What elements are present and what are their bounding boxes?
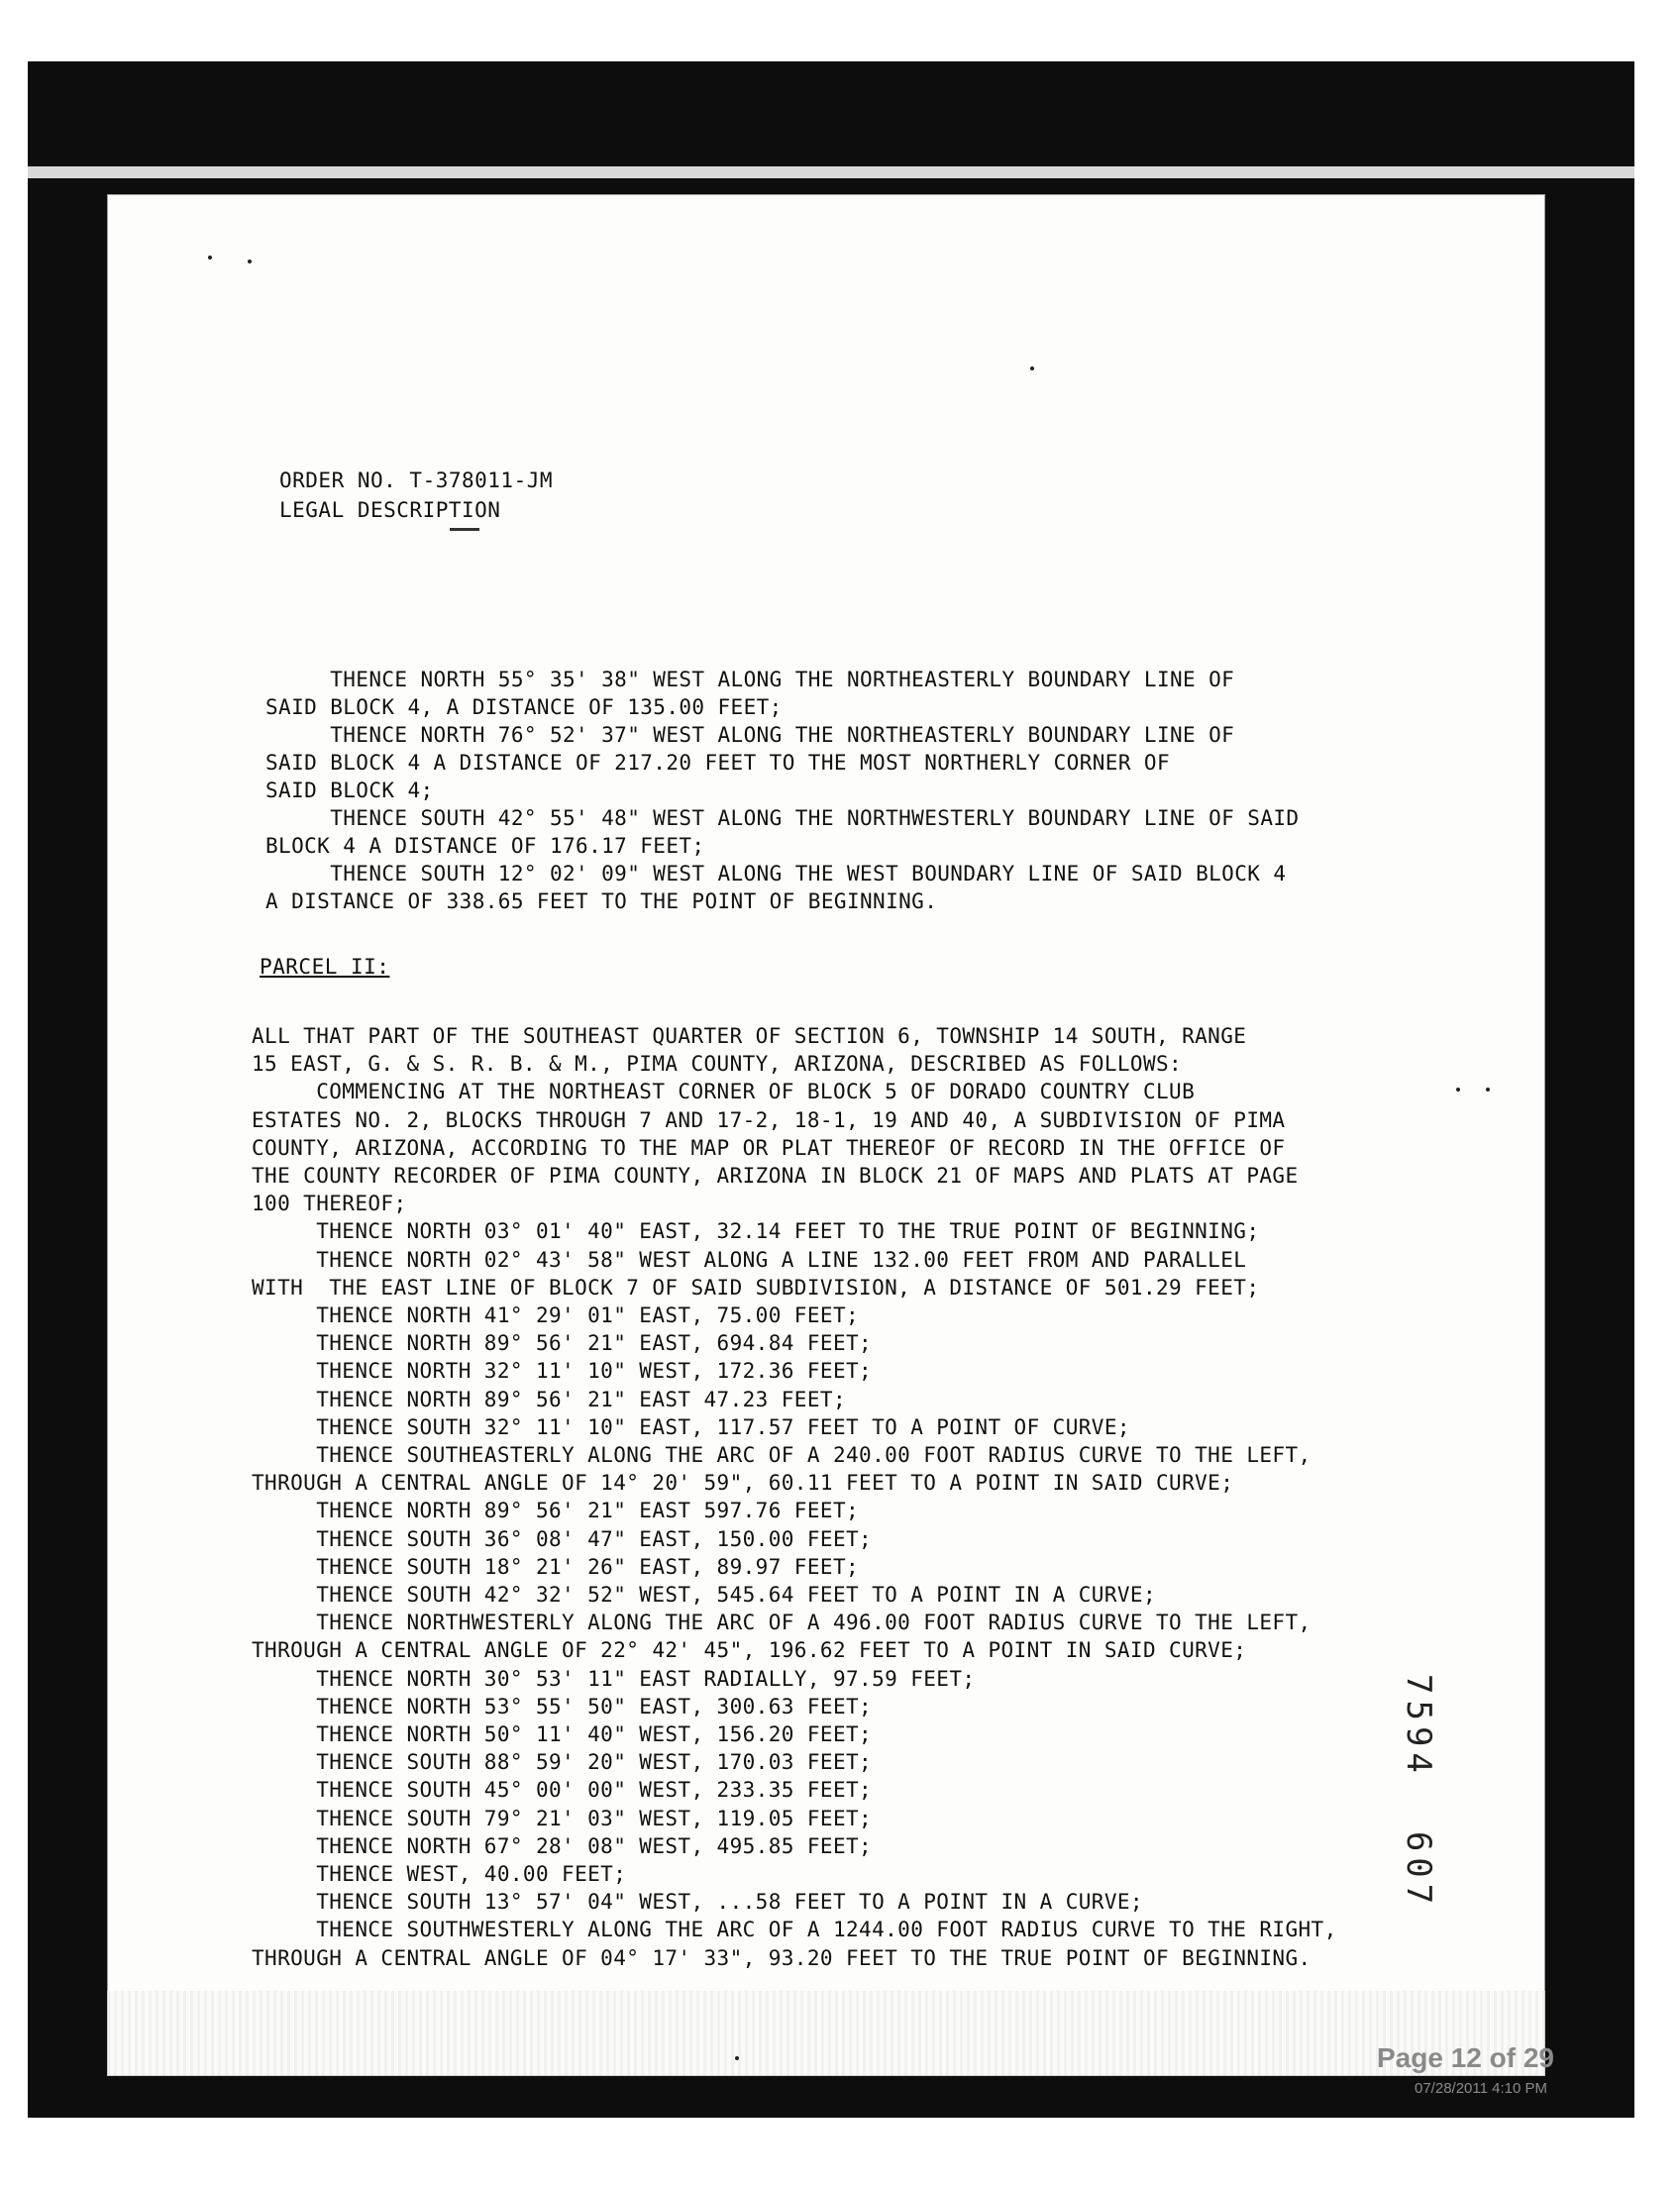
description-line: THENCE SOUTH 42° 55' 48" WEST ALONG THE NORTHWESTERLY BOUNDARY LINE OF SAID (265, 806, 1300, 830)
description-line: THENCE SOUTH 79° 21' 03" WEST, 119.05 FEET; (252, 1806, 873, 1830)
description-line: THENCE NORTHWESTERLY ALONG THE ARC OF A 496.00 FOOT RADIUS CURVE TO THE LEFT, (252, 1611, 1312, 1635)
book-page-stamp: 7594 607 (1399, 1674, 1438, 1911)
description-line: THENCE NORTH 55° 35' 38" WEST ALONG THE NORTHEASTERLY BOUNDARY LINE OF (265, 668, 1235, 691)
description-line: THENCE SOUTH 13° 57' 04" WEST, ...58 FEET TO A POINT IN A CURVE; (252, 1890, 1143, 1915)
order-number: ORDER NO. T-378011-JM (279, 469, 554, 492)
description-line: THENCE NORTH 30° 53' 11" EAST RADIALLY, 97.59 FEET; (252, 1666, 976, 1691)
scan-speck (1030, 366, 1034, 370)
document-header (279, 466, 553, 525)
description-line: THENCE NORTH 89° 56' 21" EAST 47.23 FEET; (252, 1387, 846, 1411)
description-line: ALL THAT PART OF THE SOUTHEAST QUARTER OF SECTION 6, TOWNSHIP 14 SOUTH, RANGE (252, 1024, 1247, 1048)
description-line: 15 EAST, G. & S. R. B. & M., PIMA COUNTY, ARIZONA, DESCRIBED AS FOLLOWS: (252, 1052, 1183, 1077)
page-indicator: Page 12 of 29 (1377, 2042, 1554, 2073)
description-line: A DISTANCE OF 338.65 FEET TO THE POINT OF BEGINNING. (265, 889, 938, 913)
description-line: THENCE NORTH 03° 01' 40" EAST, 32.14 FEET TO THE TRUE POINT OF BEGINNING; (252, 1219, 1260, 1244)
description-line: THENCE NORTH 50° 11' 40" WEST, 156.20 FEET; (252, 1722, 873, 1746)
description-line: THENCE SOUTH 12° 02' 09" WEST ALONG THE WEST BOUNDARY LINE OF SAID BLOCK 4 (265, 862, 1287, 885)
description-line: THENCE SOUTH 18° 21' 26" EAST, 89.97 FEET; (252, 1554, 860, 1579)
scan-speck (735, 2056, 739, 2060)
description-line: 100 THEREOF; (252, 1192, 407, 1216)
description-line: THENCE NORTH 89° 56' 21" EAST, 694.84 FEET; (252, 1331, 873, 1356)
description-line: THENCE SOUTH 36° 08' 47" EAST, 150.00 FEET; (252, 1526, 873, 1551)
description-line: THENCE NORTH 67° 28' 08" WEST, 495.85 FEET; (252, 1833, 873, 1858)
description-line: ESTATES NO. 2, BLOCKS THROUGH 7 AND 17-2, 18-1, 19 AND 40, A SUBDIVISION OF PIMA (252, 1107, 1286, 1132)
print-timestamp: 07/28/2011 4:10 PM (1415, 2080, 1547, 2097)
description-line: THENCE NORTH 41° 29' 01" EAST, 75.00 FEET; (252, 1303, 860, 1327)
parcel-2-heading: PARCEL II: (260, 955, 390, 979)
scan-speck (1486, 1088, 1490, 1092)
description-line: THENCE NORTH 53° 55' 50" EAST, 300.63 FEET; (252, 1694, 873, 1718)
scan-speck (208, 256, 212, 260)
description-line: COMMENCING AT THE NORTHEAST CORNER OF BLOCK 5 OF DORADO COUNTRY CLUB (252, 1080, 1196, 1104)
description-line: THENCE SOUTHWESTERLY ALONG THE ARC OF A 1244.00 FOOT RADIUS CURVE TO THE RIGHT, (252, 1918, 1337, 1942)
description-line: THENCE NORTH 32° 11' 10" WEST, 172.36 FEET; (252, 1359, 873, 1384)
header-mark (450, 528, 479, 531)
description-line: THROUGH A CENTRAL ANGLE OF 04° 17' 33", 93.20 FEET TO THE TRUE POINT OF BEGINNING. (252, 1945, 1312, 1970)
description-line: THENCE SOUTH 42° 32' 52" WEST, 545.64 FEET TO A POINT IN A CURVE; (252, 1583, 1157, 1607)
description-line: THENCE WEST, 40.00 FEET; (252, 1862, 627, 1886)
description-line: THROUGH A CENTRAL ANGLE OF 22° 42' 45", 196.62 FEET TO A POINT IN SAID CURVE; (252, 1638, 1247, 1663)
description-line: THENCE SOUTH 32° 11' 10" EAST, 117.57 FEET TO A POINT OF CURVE; (252, 1414, 1130, 1439)
scan-top-band (28, 166, 1634, 178)
description-line: THENCE NORTH 76° 52' 37" WEST ALONG THE NORTHEASTERLY BOUNDARY LINE OF (265, 723, 1235, 747)
description-line: THE COUNTY RECORDER OF PIMA COUNTY, ARIZONA IN BLOCK 21 OF MAPS AND PLATS AT PAGE (252, 1164, 1299, 1188)
description-line: THENCE NORTH 02° 43' 58" WEST ALONG A LINE 132.00 FEET FROM AND PARALLEL (252, 1247, 1247, 1272)
scan-noise (107, 1991, 1545, 2076)
description-line: THROUGH A CENTRAL ANGLE OF 14° 20' 59", 60.11 FEET TO A POINT IN SAID CURVE; (252, 1471, 1234, 1496)
description-line: THENCE SOUTH 45° 00' 00" WEST, 233.35 FEET; (252, 1778, 873, 1803)
description-line: COUNTY, ARIZONA, ACCORDING TO THE MAP OR PLAT THEREOF OF RECORD IN THE OFFICE OF (252, 1135, 1286, 1160)
description-line: THENCE NORTH 89° 56' 21" EAST 597.76 FEET; (252, 1499, 860, 1523)
description-line: SAID BLOCK 4; (265, 779, 434, 802)
description-line: SAID BLOCK 4, A DISTANCE OF 135.00 FEET; (265, 695, 783, 719)
scan-speck (248, 260, 252, 263)
document-title: LEGAL DESCRIPTION (279, 498, 501, 522)
description-line: WITH THE EAST LINE OF BLOCK 7 OF SAID SUBDIVISION, A DISTANCE OF 501.29 FEET; (252, 1275, 1260, 1300)
description-line: THENCE SOUTH 88° 59' 20" WEST, 170.03 FEET; (252, 1750, 873, 1775)
description-line: SAID BLOCK 4 A DISTANCE OF 217.20 FEET TO THE MOST NORTHERLY CORNER OF (265, 751, 1171, 775)
scan-speck (1456, 1088, 1460, 1092)
description-line: THENCE SOUTHEASTERLY ALONG THE ARC OF A 240.00 FOOT RADIUS CURVE TO THE LEFT, (252, 1443, 1312, 1467)
description-line: BLOCK 4 A DISTANCE OF 176.17 FEET; (265, 834, 705, 858)
